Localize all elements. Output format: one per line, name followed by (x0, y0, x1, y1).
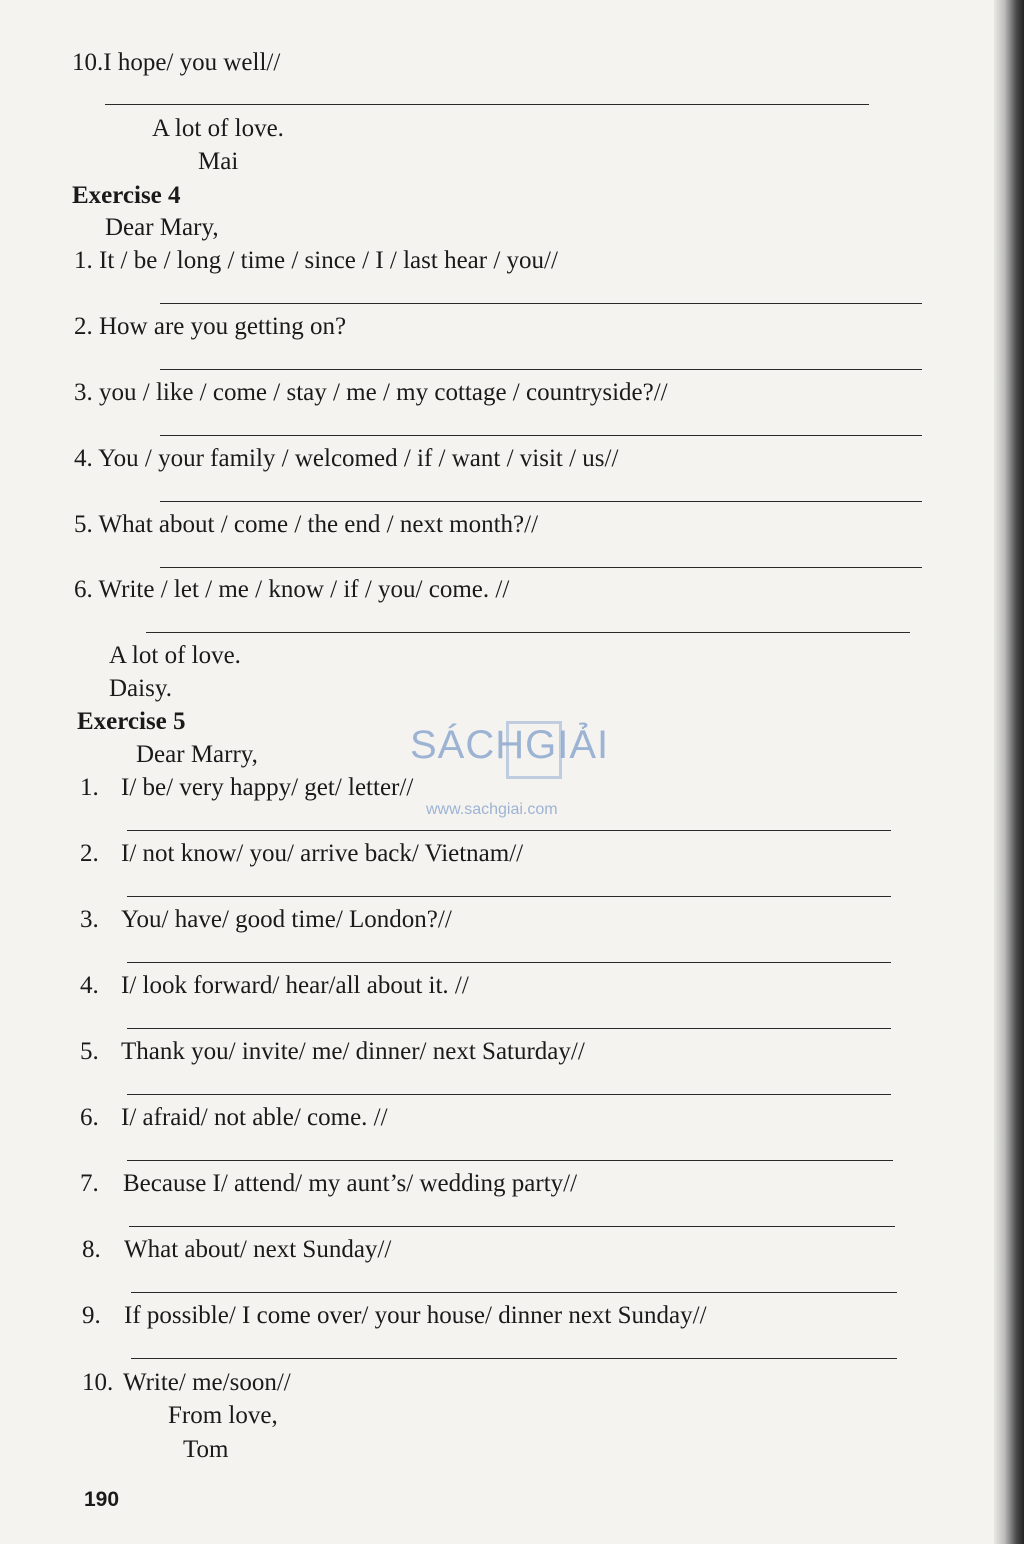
exercise5-item-num: 6. (80, 1104, 99, 1131)
answer-line (160, 567, 922, 568)
exercise4-closing: A lot of love. (109, 642, 241, 669)
answer-line (127, 896, 891, 897)
exercise5-item-10: Write/ me/soon// (123, 1369, 291, 1396)
exercise5-item-1: I/ be/ very happy/ get/ letter// (121, 774, 414, 801)
answer-line (127, 1094, 891, 1095)
watermark-url: www.sachgiai.com (426, 801, 558, 818)
exercise4-item-2: 2. How are you getting on? (74, 313, 347, 340)
watermark (410, 723, 630, 823)
exercise4-item-3: 3. you / like / come / stay / me / my cottage / countryside?// (74, 379, 668, 406)
exercise5-item-9: If possible/ I come over/ your house/ dinner next Sunday// (124, 1302, 707, 1329)
exercise4-greeting: Dear Mary, (105, 214, 219, 241)
exercise5-item-num: 2. (80, 840, 99, 867)
exercise5-item-num: 3. (80, 906, 99, 933)
exercise4-item-4: 4. You / your family / welcomed / if / want / visit / us// (74, 445, 619, 472)
answer-line (131, 1292, 897, 1293)
page-edge-shadow (994, 0, 1024, 1544)
exercise5-greeting: Dear Marry, (136, 741, 258, 768)
answer-line (127, 962, 891, 963)
exercise5-signature: Tom (183, 1436, 229, 1463)
exercise5-title: Exercise 5 (77, 708, 186, 735)
exercise5-item-6: I/ afraid/ not able/ come. // (121, 1104, 388, 1131)
exercise4-title: Exercise 4 (72, 182, 181, 209)
exercise5-item-5: Thank you/ invite/ me/ dinner/ next Saturday// (121, 1038, 585, 1065)
answer-line (131, 1358, 897, 1359)
answer-line (127, 1160, 893, 1161)
page-number: 190 (84, 1488, 120, 1511)
exercise5-item-num: 7. (80, 1170, 99, 1197)
exercise5-item-2: I/ not know/ you/ arrive back/ Vietnam// (121, 840, 524, 867)
answer-line (160, 369, 922, 370)
exercise4-item-6: 6. Write / let / me / know / if / you/ come. // (74, 576, 510, 603)
exercise5-item-3: You/ have/ good time/ London?// (121, 906, 452, 933)
top-item-10: 10.I hope/ you well// (72, 49, 281, 76)
exercise5-item-4: I/ look forward/ hear/all about it. // (121, 972, 469, 999)
answer-line (160, 435, 922, 436)
exercise4-signature: Daisy. (109, 675, 172, 702)
answer-line (160, 501, 922, 502)
exercise5-item-num: 1. (80, 774, 99, 801)
exercise4-item-1: 1. It / be / long / time / since / I / last hear / you// (74, 247, 558, 274)
top-signature: Mai (198, 148, 239, 175)
answer-line (160, 303, 922, 304)
watermark-brand: SÁCHGIẢI (410, 723, 610, 767)
top-closing: A lot of love. (152, 115, 284, 142)
answer-line (105, 104, 869, 105)
exercise5-item-num: 4. (80, 972, 99, 999)
answer-line (146, 632, 910, 633)
answer-line (127, 830, 891, 831)
exercise5-closing: From love, (168, 1402, 278, 1429)
exercise5-item-8: What about/ next Sunday// (124, 1236, 392, 1263)
exercise5-item-num: 8. (82, 1236, 101, 1263)
exercise5-item-num: 10. (82, 1369, 114, 1396)
answer-line (127, 1028, 891, 1029)
exercise5-item-7: Because I/ attend/ my aunt’s/ wedding party// (123, 1170, 578, 1197)
exercise5-item-num: 5. (80, 1038, 99, 1065)
exercise5-item-num: 9. (82, 1302, 101, 1329)
exercise4-item-5: 5. What about / come / the end / next month?// (74, 511, 539, 538)
answer-line (129, 1226, 895, 1227)
